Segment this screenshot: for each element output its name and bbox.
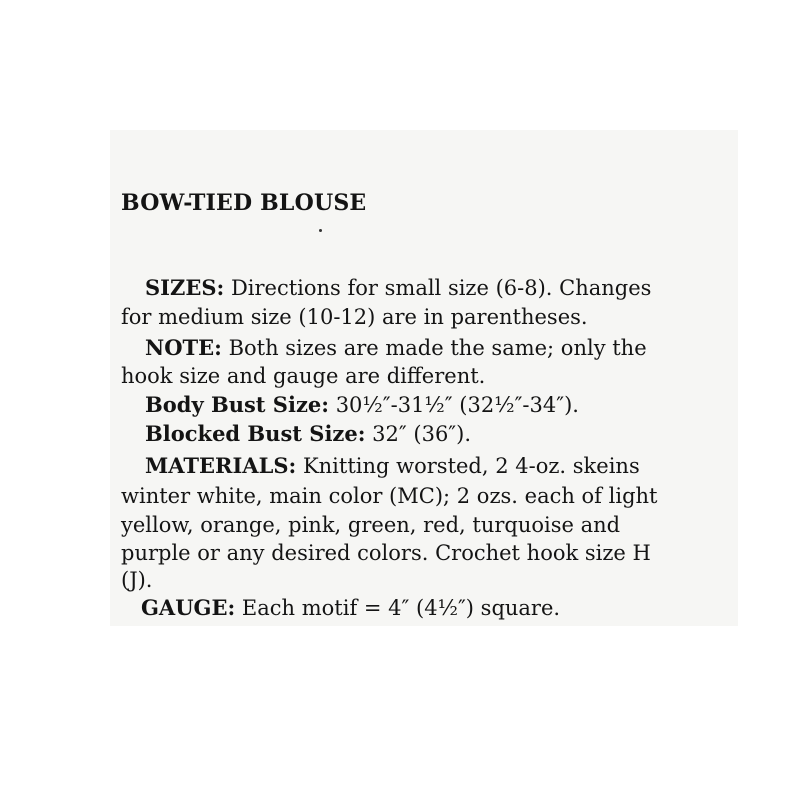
scan-speck xyxy=(319,229,322,232)
gauge-line xyxy=(141,596,560,620)
blocked-bust-label: Blocked Bust Size: xyxy=(145,421,366,446)
materials-line-2: winter white, main color (MC); 2 ozs. each of light xyxy=(121,484,658,508)
note-line-2: hook size and gauge are different. xyxy=(121,364,486,388)
materials-label: MATERIALS: xyxy=(145,453,297,478)
note-line-1 xyxy=(145,336,647,360)
note-text-1: Both sizes are made the same; only the xyxy=(228,336,647,360)
sizes-line-2: for medium size (10-12) are in parentheses. xyxy=(121,305,588,329)
sizes-line-1 xyxy=(145,276,651,300)
body-bust-label: Body Bust Size: xyxy=(145,392,329,417)
body-bust-line xyxy=(145,393,579,417)
body-bust-value: 30½″-31½″ (32½″-34″). xyxy=(335,393,579,417)
blocked-bust-line xyxy=(145,422,471,446)
materials-text-1: Knitting worsted, 2 4-oz. skeins xyxy=(302,454,640,478)
gauge-value: Each motif = 4″ (4½″) square. xyxy=(241,596,561,620)
pattern-title: BOW-TIED BLOUSE xyxy=(121,190,367,216)
materials-line-3: yellow, orange, pink, green, red, turquoise and xyxy=(121,513,621,537)
materials-line-1 xyxy=(145,454,640,478)
sizes-label: SIZES: xyxy=(145,275,225,300)
sizes-text-1: Directions for small size (6-8). Changes xyxy=(230,276,652,300)
note-label: NOTE: xyxy=(145,335,222,360)
materials-line-4: purple or any desired colors. Crochet hook size H xyxy=(121,541,651,565)
gauge-label: GAUGE: xyxy=(141,595,236,620)
materials-line-5: (J). xyxy=(121,568,153,592)
blocked-bust-value: 32″ (36″). xyxy=(372,422,472,446)
